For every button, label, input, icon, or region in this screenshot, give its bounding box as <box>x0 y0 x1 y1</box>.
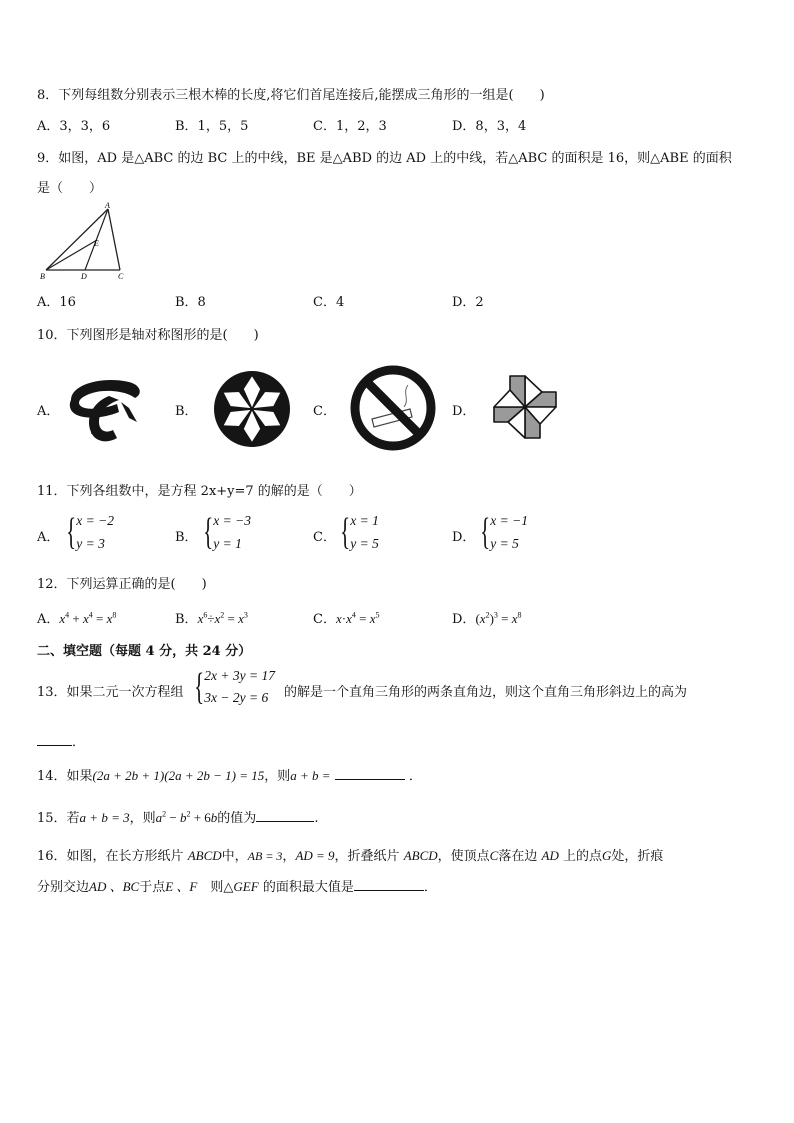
no-smoking-icon <box>348 363 438 453</box>
q10-option-c-letter: C． <box>313 404 336 419</box>
q16-tri: GEF <box>233 879 259 894</box>
q10-option-d-letter: D． <box>452 404 476 419</box>
pinwheel-icon <box>490 372 560 442</box>
q8-stem: 8．下列每组数分别表示三根木棒的长度,将它们首尾连接后,能摆成三角形的一组是( ) <box>37 88 545 103</box>
q15-given: a + b = 3 <box>79 810 130 825</box>
star-flower-circle-icon <box>212 369 292 449</box>
brace-icon: { <box>66 511 77 553</box>
q10-option-a-letter: A． <box>37 404 60 419</box>
q9-stem-line2: 是（ ） <box>37 181 103 196</box>
q16-l1a: 16．如图，在长方形纸片 <box>37 849 184 864</box>
q13-suffix: 的解是一个直角三角形的两条直角边，则这个直角三角形斜边上的高为 <box>284 685 688 700</box>
q13-end: ． <box>72 735 86 750</box>
q15-end: . <box>314 811 319 826</box>
q16-vertex: C <box>489 848 499 863</box>
q8-option-a: A．3，3，6 <box>37 119 111 134</box>
q15-ask-end: 的值为 <box>217 811 257 826</box>
q9-option-d: D．2 <box>452 295 484 310</box>
q11-c-row1: x = 1 <box>350 513 379 528</box>
q11-a-row1: x = −2 <box>76 513 114 528</box>
q13-answer-line <box>37 731 85 750</box>
q12-c-expr: $x\cdot x^4 = x^5$ <box>335 610 380 626</box>
q11-d-row2: y = 5 <box>490 536 519 551</box>
q14-blank[interactable] <box>335 767 405 780</box>
q9-label-a: A <box>105 201 110 210</box>
brace-icon: { <box>203 511 214 553</box>
q9-option-a: A．16 <box>37 295 76 310</box>
q8-option-d: D．8，3，4 <box>452 119 527 134</box>
q16-rect: ABCD <box>187 848 222 863</box>
q16-l2c: 则△ <box>210 880 234 895</box>
q15-middle: ，则 <box>129 811 156 826</box>
q12-option-d <box>452 608 522 627</box>
q14-middle: ，则 <box>264 769 291 784</box>
q16-end: ． <box>423 880 437 895</box>
q15-expr: $a^2 - b^2 + 6b$ <box>155 809 218 825</box>
q9-label-c: C <box>118 272 124 281</box>
brace-icon: { <box>194 666 205 708</box>
q16-pts: E 、F <box>165 879 198 894</box>
q12-option-c <box>313 608 379 627</box>
q8-option-c: C．1，2，3 <box>313 119 387 134</box>
q12-option-b <box>175 608 248 627</box>
q14-prefix: 14．如果 <box>37 769 93 784</box>
q11-b-row1: x = −3 <box>213 513 251 528</box>
q9-label-b: B <box>40 272 45 281</box>
q14-end: ． <box>408 769 422 784</box>
q15-line <box>37 807 318 826</box>
q12-stem: 12．下列运算正确的是( ) <box>37 577 207 592</box>
q16-ad: AD = 9 <box>295 848 335 863</box>
q12-b-expr: $x^6\div x^2 = x^3$ <box>197 610 248 626</box>
q14-line <box>37 765 422 784</box>
q16-l1g: 处，折痕 <box>611 849 664 864</box>
q9-label-e: E <box>94 239 99 248</box>
q13-row2: 3x − 2y = 6 <box>204 690 269 705</box>
q16-point: G <box>602 848 612 863</box>
q11-option-b-letter: B． <box>175 530 198 545</box>
q12-d-letter: D． <box>452 612 476 627</box>
q11-option-c-system <box>336 509 379 555</box>
q10-option-b-letter: B． <box>175 404 198 419</box>
q16-line1: 16．如图，在长方形纸片 ABCD中，AB = 3，AD = 9，折叠纸片 ABCD，使顶点C落在边 AD 上的点G处，折痕 <box>37 848 664 864</box>
q16-rect2: ABCD <box>403 848 438 863</box>
telecom-logo-icon <box>63 372 145 446</box>
q13-row1: 2x + 3y = 17 <box>204 668 275 683</box>
q8-option-b: B．1，5，5 <box>175 119 249 134</box>
q15-prefix: 15．若 <box>37 811 80 826</box>
q11-option-a-system <box>62 509 114 555</box>
q11-b-row2: y = 1 <box>213 536 242 551</box>
q11-option-a-letter: A． <box>37 530 60 545</box>
q14-expr: (2a + 2b + 1)(2a + 2b − 1) = 15 <box>92 768 265 783</box>
q9-triangle-figure <box>36 200 132 282</box>
q11-option-b-system <box>199 509 251 555</box>
q9-label-d: D <box>81 272 87 281</box>
section2-title: 二、填空题（每题 4 分，共 24 分） <box>37 644 252 659</box>
brace-icon: { <box>340 511 351 553</box>
q11-option-d-system <box>476 509 528 555</box>
q9-option-b: B．8 <box>175 295 206 310</box>
q16-l1e: 落在边 <box>498 849 538 864</box>
q16-l1c: ，折叠纸片 <box>334 849 400 864</box>
q12-a-expr: $x^4 + x^4 = x^8$ <box>59 610 117 626</box>
q12-b-letter: B． <box>175 612 198 627</box>
q16-l2a: 分别交边 <box>37 880 90 895</box>
q9-stem-line1: 9．如图，AD 是△ABC 的边 BC 上的中线，BE 是△ABD 的边 AD 上的中线，若△ABC 的面积是 16，则△ABE 的面积 <box>37 151 732 166</box>
q11-option-d-letter: D． <box>452 530 476 545</box>
q13-prefix: 13．如果二元一次方程组 <box>37 685 184 700</box>
q16-ab: AB = 3 <box>247 849 283 863</box>
q11-d-row1: x = −1 <box>490 513 528 528</box>
q11-stem: 11．下列各组数中，是方程 2x+y=7 的解的是（ ） <box>37 484 362 499</box>
q16-blank[interactable] <box>354 878 424 891</box>
q13-system <box>190 665 275 709</box>
q16-l1b: 中， <box>221 849 248 864</box>
q16-l1d: ，使顶点 <box>437 849 490 864</box>
q10-stem: 10．下列图形是轴对称图形的是( ) <box>37 328 259 343</box>
q16-line2 <box>37 876 437 895</box>
q16-l2d: 的面积最大值是 <box>262 880 354 895</box>
q16-sides: AD 、BC <box>89 879 140 894</box>
q16-edge: AD <box>541 848 559 863</box>
q16-l1f: 上的点 <box>562 849 602 864</box>
brace-icon: { <box>480 511 491 553</box>
q11-option-c-letter: C． <box>313 530 336 545</box>
q9-option-c: C．4 <box>313 295 345 310</box>
q12-option-a <box>37 608 116 627</box>
q12-a-letter: A． <box>37 612 60 627</box>
q15-blank[interactable] <box>256 809 314 822</box>
q12-d-expr: $(x^2)^3 = x^8$ <box>475 610 522 626</box>
q14-ask: a + b = <box>290 768 331 783</box>
q11-c-row2: y = 5 <box>350 536 379 551</box>
q13-blank[interactable] <box>37 733 72 746</box>
q12-c-letter: C． <box>313 612 336 627</box>
q11-a-row2: y = 3 <box>76 536 105 551</box>
q16-l2b: 于点 <box>139 880 166 895</box>
